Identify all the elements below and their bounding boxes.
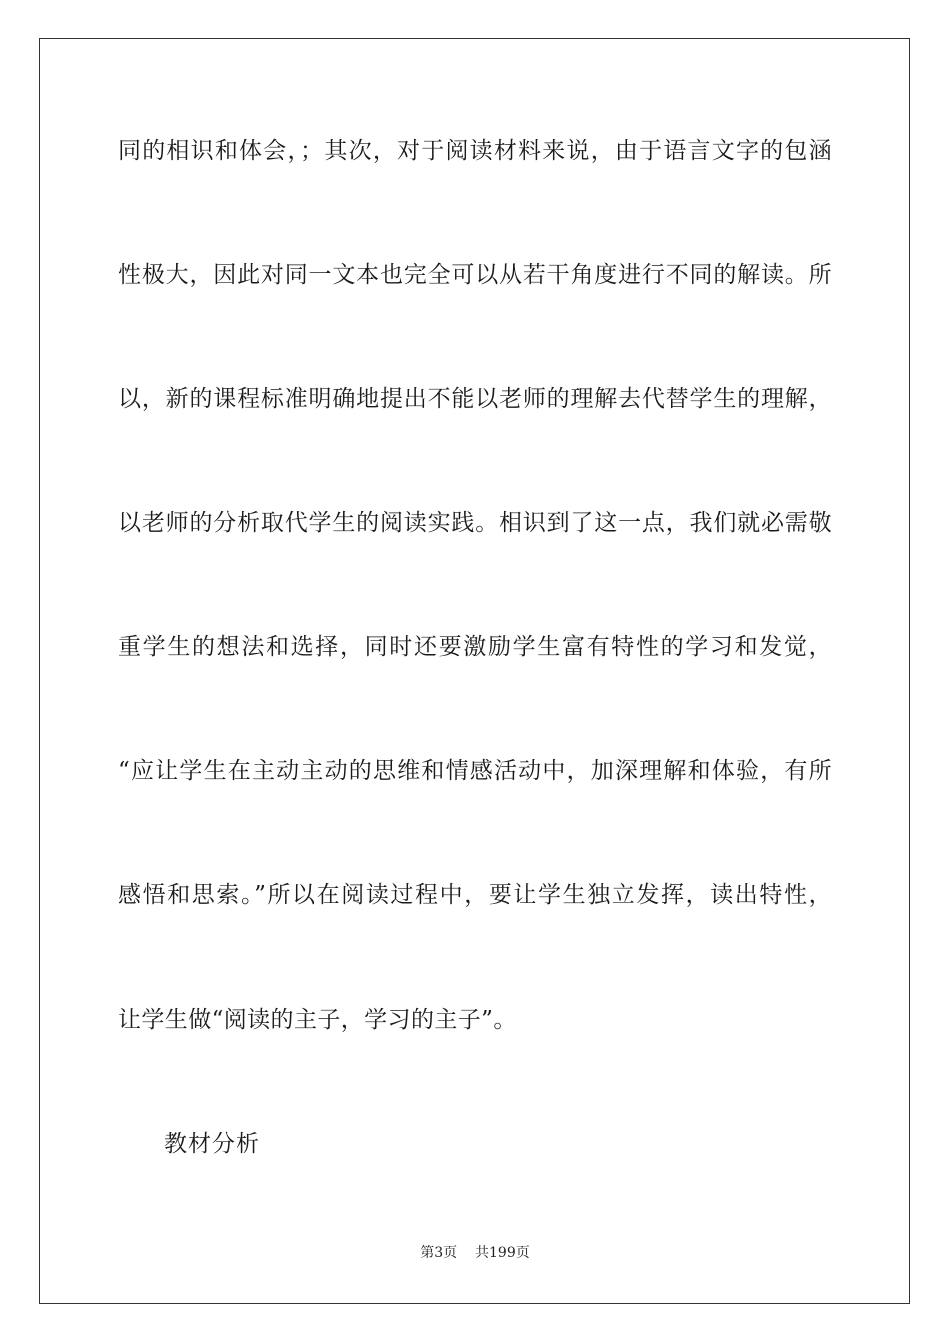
page-total: 共199页 — [475, 1245, 530, 1261]
body-text-line-3: 以，新的课程标准明确地提出不能以老师的理解去代替学生的理解， — [118, 386, 832, 412]
body-text-line-7: 感悟和思索。”所以在阅读过程中，要让学生独立发挥，读出特性， — [118, 882, 832, 908]
section-heading: 教材分析 — [164, 1131, 260, 1157]
body-text-line-8: 让学生做“阅读的主子，学习的主子”。 — [118, 1007, 517, 1033]
body-text-line-2: 性极大，因此对同一文本也完全可以从若干角度进行不同的解读。所 — [118, 262, 832, 288]
body-text-line-6: “应让学生在主动主动的思维和情感活动中，加深理解和体验，有所 — [118, 758, 832, 784]
page-border — [39, 38, 910, 1304]
body-text-line-1: 同的相识和体会，；其次，对于阅读材料来说，由于语言文字的包涵 — [118, 138, 832, 164]
body-text-line-5: 重学生的想法和选择，同时还要激励学生富有特性的学习和发觉， — [118, 634, 832, 660]
page-footer — [0, 1244, 950, 1262]
page-number: 第3页 — [420, 1245, 458, 1261]
body-text-line-4: 以老师的分析取代学生的阅读实践。相识到了这一点，我们就必需敬 — [118, 510, 832, 536]
